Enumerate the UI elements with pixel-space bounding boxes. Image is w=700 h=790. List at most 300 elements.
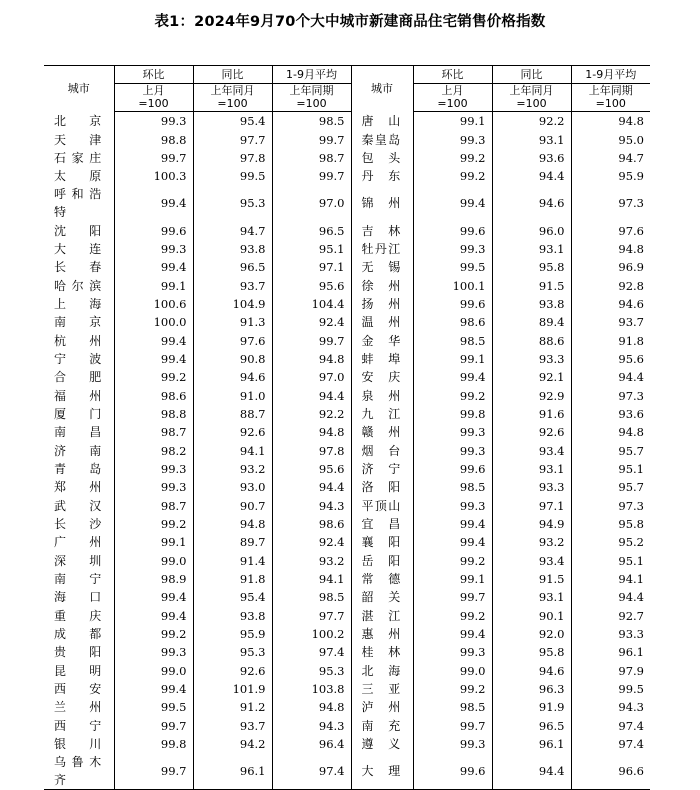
avg-value: 96.5 [272, 221, 351, 239]
mom-value-right: 99.8 [413, 405, 492, 423]
header-mom-sub1: 上月 [114, 84, 193, 98]
yoy-value-right: 96.1 [492, 735, 571, 753]
city-name: 合肥 [54, 370, 102, 385]
avg-value: 98.5 [272, 112, 351, 131]
avg-value-right: 94.6 [571, 295, 650, 313]
avg-value: 97.0 [272, 185, 351, 221]
city-name: 长春 [54, 260, 102, 275]
table-row [44, 662, 650, 680]
mom-value: 99.3 [114, 240, 193, 258]
city-name-right: 烟台 [351, 442, 413, 460]
mom-value: 99.0 [114, 662, 193, 680]
city-name: 沈阳 [54, 223, 102, 238]
avg-value-right: 94.4 [571, 588, 650, 606]
avg-value: 98.6 [272, 515, 351, 533]
city-name: 兰州 [54, 700, 102, 715]
avg-value-right: 95.7 [571, 478, 650, 496]
yoy-value-right: 95.8 [492, 643, 571, 661]
yoy-value: 101.9 [193, 680, 272, 698]
city-name-right: 北海 [351, 662, 413, 680]
city-name: 贵阳 [54, 645, 102, 660]
avg-value-right: 95.8 [571, 515, 650, 533]
yoy-value: 96.1 [193, 753, 272, 790]
table-row [44, 240, 650, 258]
yoy-value: 97.7 [193, 130, 272, 148]
avg-value: 99.7 [272, 331, 351, 349]
mom-value: 99.2 [114, 625, 193, 643]
avg-value: 104.4 [272, 295, 351, 313]
table-body [44, 112, 650, 790]
avg-value-right: 91.8 [571, 331, 650, 349]
avg-value-right: 94.4 [571, 368, 650, 386]
table-row [44, 185, 650, 221]
table-row [44, 442, 650, 460]
city-name: 南京 [54, 315, 102, 330]
city-name: 海口 [54, 590, 102, 605]
mom-value-right: 99.7 [413, 717, 492, 735]
avg-value: 99.7 [272, 130, 351, 148]
header-yoy-sub2-right: =100 [492, 97, 571, 112]
city-name-right: 唐山 [351, 112, 413, 131]
avg-value-right: 95.1 [571, 552, 650, 570]
table-row [44, 570, 650, 588]
mom-value-right: 99.6 [413, 295, 492, 313]
header-avg: 1-9月平均 [272, 66, 351, 84]
mom-value-right: 100.1 [413, 276, 492, 294]
avg-value-right: 99.5 [571, 680, 650, 698]
avg-value-right: 94.8 [571, 423, 650, 441]
city-name-right: 岳阳 [351, 552, 413, 570]
mom-value-right: 99.2 [413, 167, 492, 185]
avg-value: 97.4 [272, 643, 351, 661]
table-row [44, 130, 650, 148]
city-name-right: 宜昌 [351, 515, 413, 533]
mom-value: 100.3 [114, 167, 193, 185]
avg-value-right: 95.0 [571, 130, 650, 148]
mom-value-right: 99.3 [413, 130, 492, 148]
header-mom-sub2: =100 [114, 97, 193, 112]
table-row [44, 350, 650, 368]
mom-value-right: 99.4 [413, 625, 492, 643]
table-row [44, 368, 650, 386]
mom-value: 98.6 [114, 386, 193, 404]
yoy-value-right: 92.2 [492, 112, 571, 131]
yoy-value-right: 92.0 [492, 625, 571, 643]
avg-value: 95.6 [272, 276, 351, 294]
city-name-right: 湛江 [351, 607, 413, 625]
avg-value-right: 96.6 [571, 753, 650, 790]
avg-value-right: 97.3 [571, 185, 650, 221]
avg-value: 94.8 [272, 423, 351, 441]
mom-value-right: 99.3 [413, 423, 492, 441]
mom-value-right: 99.3 [413, 643, 492, 661]
avg-value-right: 93.7 [571, 313, 650, 331]
yoy-value-right: 93.1 [492, 588, 571, 606]
table-row [44, 167, 650, 185]
mom-value: 99.3 [114, 478, 193, 496]
mom-value: 98.8 [114, 130, 193, 148]
avg-value: 95.6 [272, 460, 351, 478]
table-row [44, 753, 650, 790]
mom-value-right: 99.1 [413, 570, 492, 588]
mom-value-right: 99.3 [413, 442, 492, 460]
city-name: 重庆 [54, 608, 102, 623]
mom-value: 99.4 [114, 185, 193, 221]
city-name: 西宁 [54, 718, 102, 733]
yoy-value-right: 93.1 [492, 240, 571, 258]
yoy-value: 94.1 [193, 442, 272, 460]
table-row [44, 331, 650, 349]
city-name-right: 九江 [351, 405, 413, 423]
city-name-right: 锦州 [351, 185, 413, 221]
city-name: 哈尔滨 [54, 278, 102, 293]
city-name-right: 蚌埠 [351, 350, 413, 368]
city-name: 武汉 [54, 498, 102, 513]
price-index-table [44, 65, 650, 790]
mom-value: 99.2 [114, 515, 193, 533]
yoy-value: 94.8 [193, 515, 272, 533]
city-name-right: 济宁 [351, 460, 413, 478]
header-yoy-right: 同比 [492, 66, 571, 84]
yoy-value: 93.7 [193, 717, 272, 735]
yoy-value: 92.6 [193, 662, 272, 680]
table-row [44, 533, 650, 551]
avg-value: 97.4 [272, 753, 351, 790]
avg-value-right: 95.7 [571, 442, 650, 460]
avg-value: 92.2 [272, 405, 351, 423]
table-row [44, 643, 650, 661]
table-row [44, 112, 650, 131]
mom-value-right: 99.1 [413, 350, 492, 368]
mom-value-right: 99.6 [413, 221, 492, 239]
yoy-value-right: 97.1 [492, 497, 571, 515]
yoy-value-right: 95.8 [492, 258, 571, 276]
yoy-value-right: 96.0 [492, 221, 571, 239]
mom-value-right: 98.5 [413, 478, 492, 496]
header-mom-sub2-right: =100 [413, 97, 492, 112]
mom-value: 100.0 [114, 313, 193, 331]
yoy-value-right: 88.6 [492, 331, 571, 349]
yoy-value: 94.2 [193, 735, 272, 753]
mom-value-right: 99.5 [413, 258, 492, 276]
yoy-value: 95.9 [193, 625, 272, 643]
mom-value-right: 99.4 [413, 368, 492, 386]
city-name-right: 安庆 [351, 368, 413, 386]
avg-value-right: 97.6 [571, 221, 650, 239]
header-avg-sub1: 上年同期 [272, 84, 351, 98]
header-mom: 环比 [114, 66, 193, 84]
mom-value: 99.4 [114, 331, 193, 349]
yoy-value-right: 92.1 [492, 368, 571, 386]
mom-value-right: 99.4 [413, 533, 492, 551]
table-row [44, 295, 650, 313]
table-row [44, 478, 650, 496]
avg-value-right: 95.1 [571, 460, 650, 478]
yoy-value: 93.2 [193, 460, 272, 478]
yoy-value-right: 92.9 [492, 386, 571, 404]
mom-value: 99.4 [114, 588, 193, 606]
city-name: 郑州 [54, 480, 102, 495]
yoy-value: 90.8 [193, 350, 272, 368]
mom-value: 99.4 [114, 350, 193, 368]
yoy-value-right: 93.4 [492, 442, 571, 460]
avg-value-right: 95.6 [571, 350, 650, 368]
yoy-value-right: 96.5 [492, 717, 571, 735]
mom-value: 99.7 [114, 753, 193, 790]
yoy-value: 96.5 [193, 258, 272, 276]
yoy-value: 93.8 [193, 240, 272, 258]
avg-value-right: 97.3 [571, 386, 650, 404]
yoy-value: 91.0 [193, 386, 272, 404]
yoy-value-right: 93.8 [492, 295, 571, 313]
city-name-right: 金华 [351, 331, 413, 349]
mom-value: 99.5 [114, 698, 193, 716]
avg-value-right: 94.8 [571, 240, 650, 258]
city-name: 石家庄 [54, 150, 102, 165]
avg-value: 94.8 [272, 698, 351, 716]
yoy-value: 95.3 [193, 643, 272, 661]
header-avg-sub1-right: 上年同期 [571, 84, 650, 98]
city-name: 银川 [54, 737, 102, 752]
city-name: 厦门 [54, 406, 102, 421]
mom-value: 99.4 [114, 258, 193, 276]
city-name-right: 南充 [351, 717, 413, 735]
yoy-value: 94.6 [193, 368, 272, 386]
header-avg-sub2-right: =100 [571, 97, 650, 112]
avg-value-right: 94.1 [571, 570, 650, 588]
mom-value: 100.6 [114, 295, 193, 313]
yoy-value: 99.5 [193, 167, 272, 185]
city-name-right: 吉林 [351, 221, 413, 239]
city-name-right: 无锡 [351, 258, 413, 276]
city-name-right: 赣州 [351, 423, 413, 441]
header-mom-sub1-right: 上月 [413, 84, 492, 98]
table-row [44, 276, 650, 294]
avg-value-right: 96.9 [571, 258, 650, 276]
avg-value-right: 92.8 [571, 276, 650, 294]
yoy-value-right: 93.1 [492, 460, 571, 478]
mom-value-right: 99.3 [413, 497, 492, 515]
mom-value-right: 99.4 [413, 515, 492, 533]
yoy-value-right: 93.3 [492, 350, 571, 368]
header-yoy: 同比 [193, 66, 272, 84]
table-row [44, 717, 650, 735]
yoy-value-right: 93.4 [492, 552, 571, 570]
city-name-right: 韶关 [351, 588, 413, 606]
table-row [44, 149, 650, 167]
header-city-right: 城市 [351, 66, 413, 112]
table-header [44, 66, 650, 112]
avg-value: 103.8 [272, 680, 351, 698]
mom-value: 99.7 [114, 149, 193, 167]
city-name-right: 牡丹江 [351, 240, 413, 258]
yoy-value: 93.7 [193, 276, 272, 294]
avg-value: 98.7 [272, 149, 351, 167]
table-row [44, 607, 650, 625]
avg-value-right: 94.7 [571, 149, 650, 167]
avg-value: 97.0 [272, 368, 351, 386]
city-name-right: 包头 [351, 149, 413, 167]
header-city: 城市 [67, 81, 90, 95]
city-name-right: 桂林 [351, 643, 413, 661]
avg-value: 100.2 [272, 625, 351, 643]
yoy-value-right: 91.6 [492, 405, 571, 423]
yoy-value-right: 93.2 [492, 533, 571, 551]
mom-value-right: 98.5 [413, 698, 492, 716]
mom-value: 98.9 [114, 570, 193, 588]
mom-value: 99.8 [114, 735, 193, 753]
header-yoy-sub2: =100 [193, 97, 272, 112]
yoy-value: 91.8 [193, 570, 272, 588]
city-name: 乌鲁木齐 [44, 753, 114, 790]
table-row [44, 313, 650, 331]
table-row [44, 735, 650, 753]
avg-value: 99.7 [272, 167, 351, 185]
city-name: 杭州 [54, 333, 102, 348]
yoy-value: 93.8 [193, 607, 272, 625]
avg-value-right: 95.2 [571, 533, 650, 551]
avg-value: 94.3 [272, 717, 351, 735]
yoy-value-right: 89.4 [492, 313, 571, 331]
header-yoy-sub1: 上年同月 [193, 84, 272, 98]
mom-value-right: 98.5 [413, 331, 492, 349]
city-name: 太原 [54, 169, 102, 184]
city-name: 济南 [54, 443, 102, 458]
city-name: 呼和浩特 [54, 187, 102, 220]
avg-value: 97.1 [272, 258, 351, 276]
yoy-value-right: 90.1 [492, 607, 571, 625]
yoy-value: 95.4 [193, 588, 272, 606]
city-name: 青岛 [54, 462, 102, 477]
mom-value: 99.3 [114, 112, 193, 131]
avg-value-right: 94.3 [571, 698, 650, 716]
mom-value-right: 99.2 [413, 680, 492, 698]
mom-value-right: 99.2 [413, 386, 492, 404]
yoy-value: 95.3 [193, 185, 272, 221]
avg-value: 93.2 [272, 552, 351, 570]
table-row [44, 588, 650, 606]
mom-value-right: 99.7 [413, 588, 492, 606]
city-name-right: 泸州 [351, 698, 413, 716]
city-name: 天津 [54, 132, 102, 147]
city-name-right: 温州 [351, 313, 413, 331]
avg-value-right: 94.8 [571, 112, 650, 131]
header-yoy-sub1-right: 上年同月 [492, 84, 571, 98]
yoy-value-right: 91.5 [492, 276, 571, 294]
yoy-value: 104.9 [193, 295, 272, 313]
table-row [44, 515, 650, 533]
mom-value: 99.4 [114, 680, 193, 698]
mom-value: 98.7 [114, 497, 193, 515]
table-row [44, 497, 650, 515]
mom-value: 99.1 [114, 276, 193, 294]
avg-value-right: 97.4 [571, 735, 650, 753]
city-name: 福州 [54, 388, 102, 403]
yoy-value: 91.2 [193, 698, 272, 716]
mom-value-right: 99.2 [413, 607, 492, 625]
mom-value: 99.4 [114, 607, 193, 625]
avg-value-right: 97.3 [571, 497, 650, 515]
table-row [44, 698, 650, 716]
header-avg-right: 1-9月平均 [571, 66, 650, 84]
mom-value-right: 99.0 [413, 662, 492, 680]
city-name-right: 惠州 [351, 625, 413, 643]
header-mom-right: 环比 [413, 66, 492, 84]
yoy-value: 91.4 [193, 552, 272, 570]
city-name-right: 扬州 [351, 295, 413, 313]
yoy-value-right: 94.4 [492, 753, 571, 790]
city-name-right: 泉州 [351, 386, 413, 404]
city-name: 成都 [54, 627, 102, 642]
mom-value: 99.3 [114, 643, 193, 661]
avg-value: 94.8 [272, 350, 351, 368]
avg-value: 95.3 [272, 662, 351, 680]
mom-value: 99.1 [114, 533, 193, 551]
mom-value: 98.7 [114, 423, 193, 441]
avg-value: 92.4 [272, 313, 351, 331]
avg-value-right: 96.1 [571, 643, 650, 661]
city-name: 宁波 [54, 351, 102, 366]
yoy-value: 94.7 [193, 221, 272, 239]
yoy-value-right: 94.4 [492, 167, 571, 185]
avg-value: 97.8 [272, 442, 351, 460]
city-name: 长沙 [54, 517, 102, 532]
yoy-value-right: 94.9 [492, 515, 571, 533]
table-row [44, 405, 650, 423]
city-name-right: 丹东 [351, 167, 413, 185]
avg-value: 96.4 [272, 735, 351, 753]
mom-value-right: 98.6 [413, 313, 492, 331]
yoy-value-right: 91.9 [492, 698, 571, 716]
table-row [44, 625, 650, 643]
yoy-value-right: 92.6 [492, 423, 571, 441]
mom-value: 99.7 [114, 717, 193, 735]
yoy-value-right: 93.1 [492, 130, 571, 148]
mom-value-right: 99.2 [413, 552, 492, 570]
mom-value-right: 99.2 [413, 149, 492, 167]
yoy-value-right: 94.6 [492, 662, 571, 680]
city-name: 南昌 [54, 425, 102, 440]
yoy-value: 97.8 [193, 149, 272, 167]
yoy-value: 92.6 [193, 423, 272, 441]
yoy-value: 89.7 [193, 533, 272, 551]
yoy-value-right: 94.6 [492, 185, 571, 221]
city-name-right: 大理 [351, 753, 413, 790]
city-name-right: 三亚 [351, 680, 413, 698]
avg-value: 94.4 [272, 478, 351, 496]
mom-value-right: 99.6 [413, 460, 492, 478]
city-name: 上海 [54, 296, 102, 311]
header-avg-sub2: =100 [272, 97, 351, 112]
avg-value: 98.5 [272, 588, 351, 606]
city-name: 昆明 [54, 663, 102, 678]
city-name-right: 遵义 [351, 735, 413, 753]
avg-value-right: 93.3 [571, 625, 650, 643]
table-row [44, 423, 650, 441]
yoy-value: 90.7 [193, 497, 272, 515]
mom-value: 98.8 [114, 405, 193, 423]
mom-value-right: 99.4 [413, 185, 492, 221]
avg-value-right: 97.4 [571, 717, 650, 735]
city-name: 北京 [54, 113, 102, 128]
table-title: 表1：2024年9月70个大中城市新建商品住宅销售价格指数 [154, 14, 546, 30]
table-row [44, 460, 650, 478]
city-name-right: 洛阳 [351, 478, 413, 496]
mom-value: 98.2 [114, 442, 193, 460]
table-row [44, 258, 650, 276]
avg-value: 94.3 [272, 497, 351, 515]
yoy-value: 97.6 [193, 331, 272, 349]
